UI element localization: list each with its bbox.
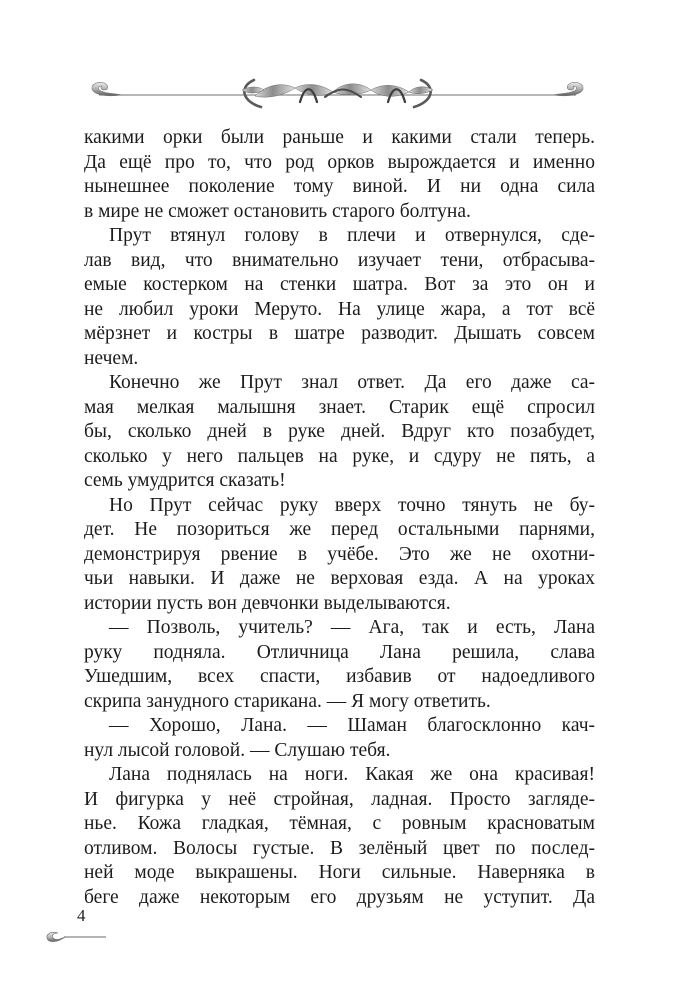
text-line: — Хорошо, Лана. — Шаман благосклонно кач- xyxy=(109,715,595,736)
paragraph xyxy=(84,371,595,494)
paragraph xyxy=(84,714,595,763)
text-block xyxy=(84,126,595,910)
text-line: И фигурка у неё стройная, ладная. Просто загляде- xyxy=(84,788,595,810)
text-line: бы, сколько дней в руке дней. Вдруг кто позабудет, xyxy=(84,421,595,442)
text-line: дет. Не позориться же перед остальными парнями, xyxy=(84,519,595,540)
text-line: Прут втянул голову в плечи и отвернулся, сде- xyxy=(109,225,595,246)
text-line: Лана поднялась на ноги. Какая же она красивая! xyxy=(109,764,595,785)
text-line: Но Прут сейчас руку вверх точно тянуть не бу- xyxy=(109,494,595,516)
text-line: демонстрируя рвение в учёбе. Это же не охотни- xyxy=(84,543,595,565)
page-number: 4 xyxy=(77,906,86,925)
text-line: не любил уроки Меруто. На улице жара, а тот всё xyxy=(84,298,595,320)
text-line: емые костерком на стенки шатра. Вот за это он и xyxy=(84,274,595,295)
text-line: мёрзнет и костры в шатре разводит. Дышать совсем xyxy=(84,323,595,344)
text-line: Ушедшим, всех спасти, избавив от надоедливого xyxy=(84,666,595,687)
text-line: истории пусть вон девчонки выделываются. xyxy=(84,592,451,614)
paragraph xyxy=(84,763,595,910)
text-line: в мире не сможет остановить старого болтуна. xyxy=(84,200,471,222)
header-divider-ornament-icon xyxy=(85,76,590,114)
text-line: ней моде выкрашены. Ноги сильные. Наверняка в xyxy=(84,862,595,883)
text-line: нул лысой головой. — Слушаю тебя. xyxy=(84,739,391,761)
text-line: руку подняла. Отличница Лана решила, слава xyxy=(84,641,595,663)
text-line: сколько у него пальцев на руке, и сдуру не пять, а xyxy=(84,445,595,467)
text-line: — Позволь, учитель? — Ага, так и есть, Лана xyxy=(109,617,595,638)
text-line: лав вид, что внимательно изучает тени, отбрасыва- xyxy=(84,249,595,271)
text-line: Да ещё про то, что род орков вырождается и именно xyxy=(84,151,595,173)
text-line: скрипа занудного старикана. — Я могу ответить. xyxy=(84,690,491,712)
footer-ornament-icon xyxy=(44,927,108,947)
paragraph xyxy=(84,616,595,714)
paragraph xyxy=(84,126,595,224)
text-line: чьи навыки. И даже не верховая езда. А на уроках xyxy=(84,568,595,589)
text-line: нечем. xyxy=(84,347,139,369)
text-line: нье. Кожа гладкая, тёмная, с ровным красноватым xyxy=(84,813,595,834)
text-line: нынешнее поколение тому виной. И ни одна сила xyxy=(84,176,595,197)
text-line: беге даже некоторым его друзьям не уступит. Да xyxy=(84,886,595,908)
text-line: мая мелкая малышня знает. Старик ещё спросил xyxy=(84,396,595,418)
text-line: какими орки были раньше и какими стали теперь. xyxy=(84,127,595,148)
text-line: Конечно же Прут знал ответ. Да его даже са- xyxy=(109,372,595,393)
text-line: семь умудрится сказать! xyxy=(84,470,286,491)
text-line: отливом. Волосы густые. В зелёный цвет по послед- xyxy=(84,837,595,859)
paragraph xyxy=(84,494,595,617)
paragraph xyxy=(84,224,595,371)
